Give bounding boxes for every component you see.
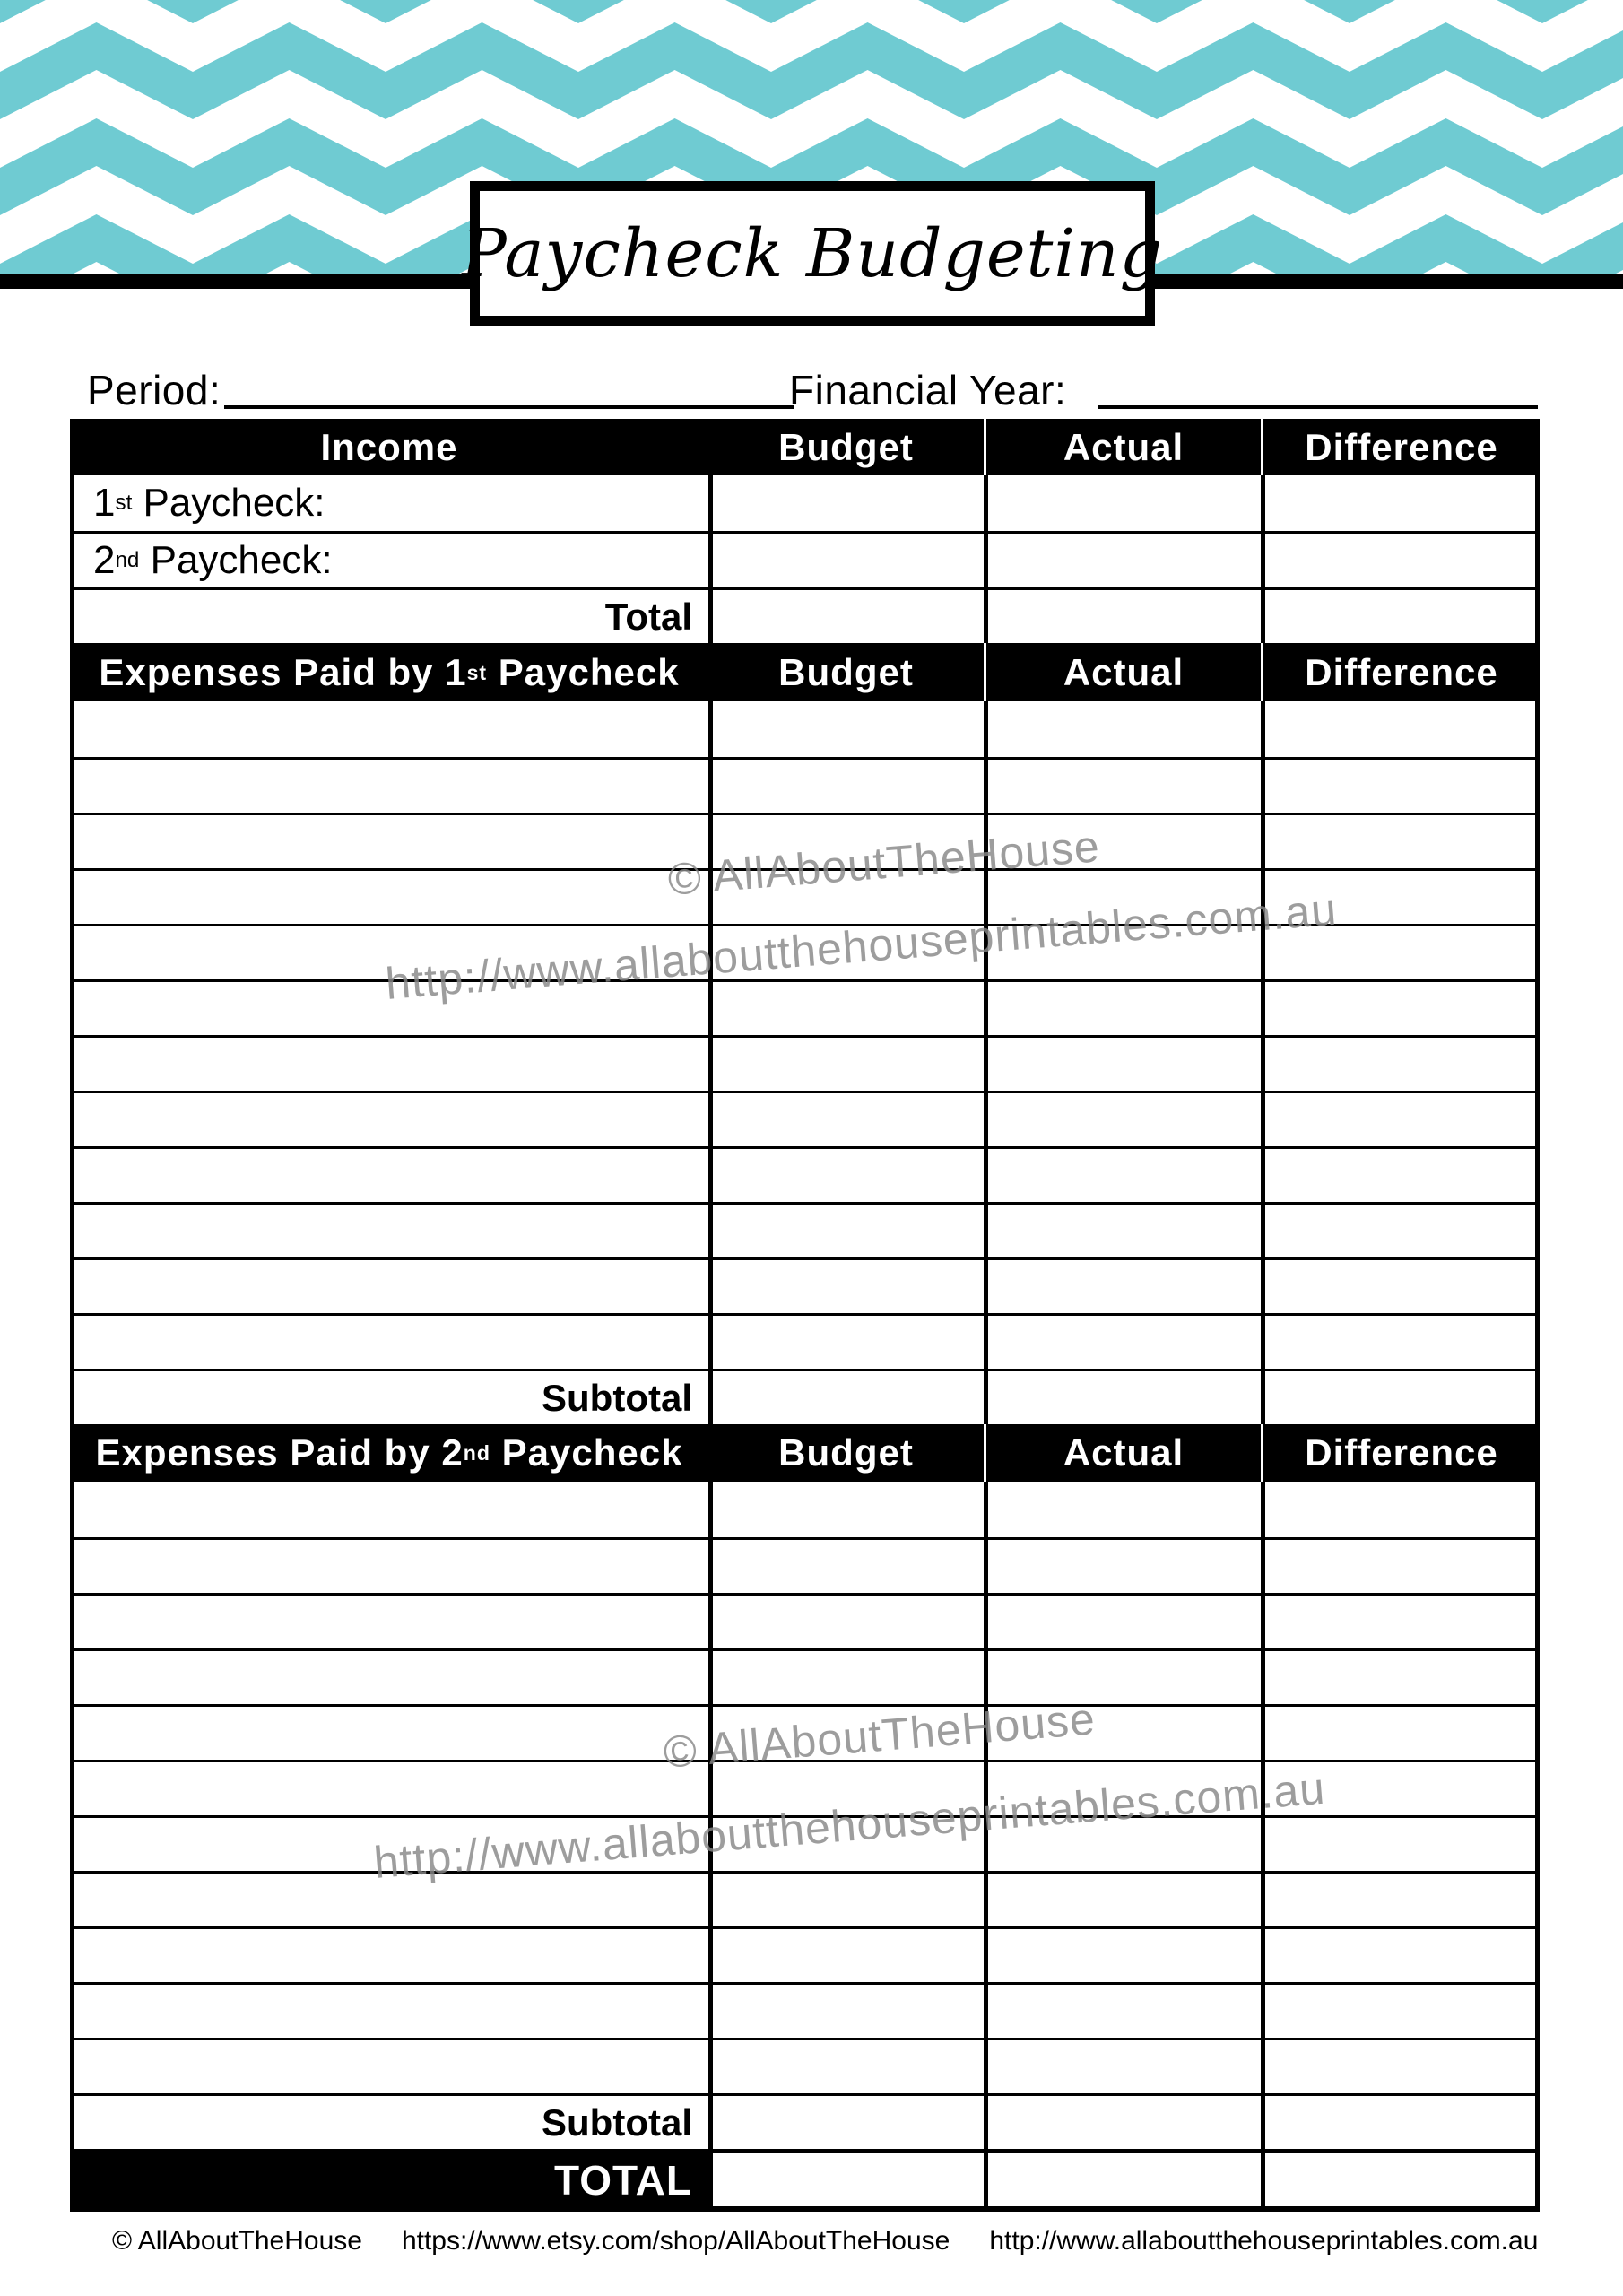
watermark-copyright-1: © AllAboutTheHouse [665, 821, 1102, 905]
actual-cell[interactable] [984, 760, 1261, 813]
expense-row [70, 1313, 1540, 1369]
header-text: Paycheck [490, 1431, 683, 1474]
expense-row [70, 1648, 1540, 1704]
expense-name-cell[interactable] [70, 982, 708, 1035]
budget-cell[interactable] [708, 1762, 984, 1815]
difference-cell[interactable] [1261, 1149, 1540, 1202]
difference-cell[interactable] [1261, 1874, 1540, 1926]
expenses-first-title: Expenses Paid by 1 st Paycheck [70, 643, 708, 701]
difference-cell[interactable] [1261, 2096, 1540, 2149]
expenses-second-rows [70, 1482, 1540, 2093]
expense-name-cell[interactable] [70, 871, 708, 924]
actual-cell[interactable] [984, 590, 1261, 643]
expense-row [70, 1926, 1540, 1982]
budget-cell[interactable] [708, 1596, 984, 1648]
actual-cell[interactable] [984, 1874, 1261, 1926]
table-right-border [1535, 475, 1540, 2212]
actual-cell[interactable] [984, 1038, 1261, 1091]
actual-cell[interactable] [984, 1929, 1261, 1982]
expense-name-cell[interactable] [70, 1149, 708, 1202]
actual-cell[interactable] [984, 2153, 1261, 2206]
actual-cell[interactable] [984, 1149, 1261, 1202]
expense-name-cell[interactable] [70, 1093, 708, 1146]
expense-name-cell[interactable] [70, 815, 708, 868]
actual-cell[interactable] [984, 1818, 1261, 1871]
expense-row [70, 979, 1540, 1035]
budget-cell[interactable] [708, 534, 984, 587]
budget-cell[interactable] [708, 982, 984, 1035]
footer-copyright: © AllAboutTheHouse [112, 2226, 362, 2256]
expense-name-cell[interactable] [70, 1482, 708, 1537]
budget-cell[interactable] [708, 1371, 984, 1424]
expense-name-cell[interactable] [70, 1260, 708, 1313]
actual-cell[interactable] [984, 1651, 1261, 1704]
difference-cell[interactable] [1261, 1038, 1540, 1091]
footer [112, 2226, 1538, 2257]
expense-name-cell[interactable] [70, 1985, 708, 2038]
difference-cell[interactable] [1261, 2040, 1540, 2093]
difference-header: Difference [1261, 643, 1540, 701]
income-row-second-paycheck [70, 531, 1540, 587]
expense-row [70, 1704, 1540, 1760]
expense-row [70, 2038, 1540, 2093]
budget-cell[interactable] [708, 590, 984, 643]
difference-cell[interactable] [1261, 1316, 1540, 1369]
difference-cell[interactable] [1261, 1929, 1540, 1982]
income-total-row [70, 587, 1540, 643]
table-left-border [70, 475, 74, 2212]
expense-name-cell[interactable] [70, 1818, 708, 1871]
expense-row [70, 1871, 1540, 1926]
budget-cell[interactable] [708, 2153, 984, 2206]
difference-cell[interactable] [1261, 1260, 1540, 1313]
expenses-second-title: Expenses Paid by 2 nd Paycheck [70, 1424, 708, 1482]
expense-name-cell[interactable] [70, 1038, 708, 1091]
expense-row [70, 757, 1540, 813]
difference-cell[interactable] [1261, 982, 1540, 1035]
expense-name-cell[interactable] [70, 1762, 708, 1815]
difference-cell[interactable] [1261, 1482, 1540, 1537]
budget-cell[interactable] [708, 1651, 984, 1704]
financial-year-value-line[interactable] [1098, 405, 1538, 409]
difference-cell[interactable] [1261, 926, 1540, 979]
actual-cell[interactable] [984, 815, 1261, 868]
difference-cell[interactable] [1261, 590, 1540, 643]
actual-cell[interactable] [984, 475, 1261, 531]
actual-cell[interactable] [984, 701, 1261, 757]
actual-cell[interactable] [984, 1707, 1261, 1760]
budget-header: Budget [708, 1424, 984, 1482]
difference-cell[interactable] [1261, 1596, 1540, 1648]
label-text: Paycheck: [132, 481, 325, 525]
actual-cell[interactable] [984, 1762, 1261, 1815]
actual-header: Actual [984, 643, 1261, 701]
subtotal-label: Subtotal [542, 2100, 692, 2144]
expense-name-cell[interactable] [70, 1205, 708, 1257]
title-box [461, 181, 1164, 326]
expenses-second-header-row [70, 1424, 1540, 1482]
budget-cell[interactable] [708, 1540, 984, 1593]
actual-cell[interactable] [984, 1205, 1261, 1257]
difference-cell[interactable] [1261, 760, 1540, 813]
actual-cell[interactable] [984, 1985, 1261, 2038]
expense-row [70, 1760, 1540, 1815]
budget-cell[interactable] [708, 2040, 984, 2093]
expenses-first-rows [70, 701, 1540, 1369]
budget-cell[interactable] [708, 1929, 984, 1982]
actual-header: Actual [984, 1424, 1261, 1482]
expense-row [70, 813, 1540, 868]
expense-name-cell[interactable] [70, 1596, 708, 1648]
actual-cell[interactable] [984, 1482, 1261, 1537]
header-text: Expenses Paid by 2 [95, 1431, 464, 1474]
difference-cell[interactable] [1261, 1205, 1540, 1257]
budget-cell[interactable] [708, 1818, 984, 1871]
expense-name-cell[interactable] [70, 1929, 708, 1982]
expense-row [70, 868, 1540, 924]
actual-cell[interactable] [984, 1596, 1261, 1648]
expenses-first-header-row [70, 643, 1540, 701]
difference-cell[interactable] [1261, 701, 1540, 757]
financial-year-label: Financial Year: [789, 367, 1067, 413]
actual-cell[interactable] [984, 2040, 1261, 2093]
label-text: Paycheck: [139, 538, 333, 582]
actual-cell[interactable] [984, 871, 1261, 924]
expense-row [70, 1815, 1540, 1871]
period-label: Period: [87, 367, 221, 413]
budget-cell[interactable] [708, 871, 984, 924]
budget-cell[interactable] [708, 760, 984, 813]
first-paycheck-label: 1 st Paycheck: [93, 481, 325, 525]
grand-total-label: TOTAL [70, 2153, 708, 2206]
label-number: 2 [93, 538, 116, 582]
footer-site-link[interactable]: http://www.allaboutthehouseprintables.com.au [989, 2226, 1539, 2256]
expense-name-cell[interactable] [70, 2040, 708, 2093]
difference-cell[interactable] [1261, 1371, 1540, 1424]
budget-cell[interactable] [708, 1985, 984, 2038]
budget-cell[interactable] [708, 1149, 984, 1202]
watermark-url-2: http://www.allaboutthehouseprintables.com.au [371, 1762, 1327, 1888]
actual-cell[interactable] [984, 534, 1261, 587]
expense-name-cell[interactable] [70, 1316, 708, 1369]
expense-row [70, 1202, 1540, 1257]
budget-cell[interactable] [708, 1874, 984, 1926]
watermark-copyright-2: © AllAboutTheHouse [661, 1693, 1098, 1778]
budget-cell[interactable] [708, 815, 984, 868]
actual-cell[interactable] [984, 1540, 1261, 1593]
grand-total-row [70, 2149, 1540, 2206]
expense-row [70, 1982, 1540, 2038]
expense-name-cell[interactable] [70, 926, 708, 979]
period-value-line[interactable] [224, 405, 794, 409]
expense-row [70, 1091, 1540, 1146]
difference-cell[interactable] [1261, 815, 1540, 868]
income-row-first-paycheck [70, 475, 1540, 531]
expense-row [70, 1035, 1540, 1091]
expense-row [70, 924, 1540, 979]
expense-name-cell[interactable] [70, 760, 708, 813]
difference-cell[interactable] [1261, 475, 1540, 531]
expenses-second-subtotal-row [70, 2093, 1540, 2149]
expense-row [70, 1593, 1540, 1648]
actual-cell[interactable] [984, 1260, 1261, 1313]
budget-cell[interactable] [708, 1482, 984, 1537]
actual-header: Actual [984, 419, 1261, 475]
budget-cell[interactable] [708, 701, 984, 757]
actual-cell[interactable] [984, 982, 1261, 1035]
difference-header: Difference [1261, 1424, 1540, 1482]
actual-cell[interactable] [984, 1371, 1261, 1424]
actual-cell[interactable] [984, 2096, 1261, 2149]
expense-name-cell[interactable] [70, 1707, 708, 1760]
budget-cell[interactable] [708, 1038, 984, 1091]
difference-cell[interactable] [1261, 1762, 1540, 1815]
difference-cell[interactable] [1261, 1818, 1540, 1871]
header-text: Expenses Paid by 1 [99, 650, 467, 693]
budget-header: Budget [708, 643, 984, 701]
difference-cell[interactable] [1261, 1540, 1540, 1593]
expense-name-cell[interactable] [70, 1874, 708, 1926]
budget-cell[interactable] [708, 926, 984, 979]
difference-cell[interactable] [1261, 1985, 1540, 2038]
budget-cell[interactable] [708, 475, 984, 531]
subtotal-label: Subtotal [542, 1376, 692, 1419]
budget-cell[interactable] [708, 2096, 984, 2149]
expense-row [70, 1257, 1540, 1313]
budget-table [70, 419, 1540, 2206]
table-bottom-border [70, 2206, 1540, 2212]
budget-cell[interactable] [708, 1093, 984, 1146]
difference-cell[interactable] [1261, 1093, 1540, 1146]
label-number: 1 [93, 481, 116, 525]
expense-name-cell[interactable] [70, 1651, 708, 1704]
budget-cell[interactable] [708, 1205, 984, 1257]
second-paycheck-label: 2 nd Paycheck: [93, 538, 333, 582]
difference-header: Difference [1261, 419, 1540, 475]
expense-name-cell[interactable] [70, 1540, 708, 1593]
actual-cell[interactable] [984, 1316, 1261, 1369]
income-header: Income [70, 419, 708, 475]
expense-row [70, 1482, 1540, 1537]
difference-cell[interactable] [1261, 1707, 1540, 1760]
budget-cell[interactable] [708, 1707, 984, 1760]
expense-name-cell[interactable] [70, 701, 708, 757]
actual-cell[interactable] [984, 1093, 1261, 1146]
expense-row [70, 1146, 1540, 1202]
budget-cell[interactable] [708, 1260, 984, 1313]
expenses-first-subtotal-row [70, 1369, 1540, 1424]
header-text: Paycheck [487, 650, 680, 693]
page-title: Paycheck Budgeting [461, 214, 1164, 292]
budget-cell[interactable] [708, 1316, 984, 1369]
actual-cell[interactable] [984, 926, 1261, 979]
income-header-row [70, 419, 1540, 475]
difference-cell[interactable] [1261, 1651, 1540, 1704]
difference-cell[interactable] [1261, 871, 1540, 924]
difference-cell[interactable] [1261, 534, 1540, 587]
income-total-label: Total [604, 595, 692, 638]
expense-row [70, 701, 1540, 757]
watermark-url-1: http://www.allaboutthehouseprintables.com.au [383, 883, 1339, 1009]
footer-etsy-link[interactable]: https://www.etsy.com/shop/AllAboutTheHouse [401, 2226, 950, 2256]
budget-header: Budget [708, 419, 984, 475]
expense-row [70, 1537, 1540, 1593]
difference-cell[interactable] [1261, 2153, 1540, 2206]
